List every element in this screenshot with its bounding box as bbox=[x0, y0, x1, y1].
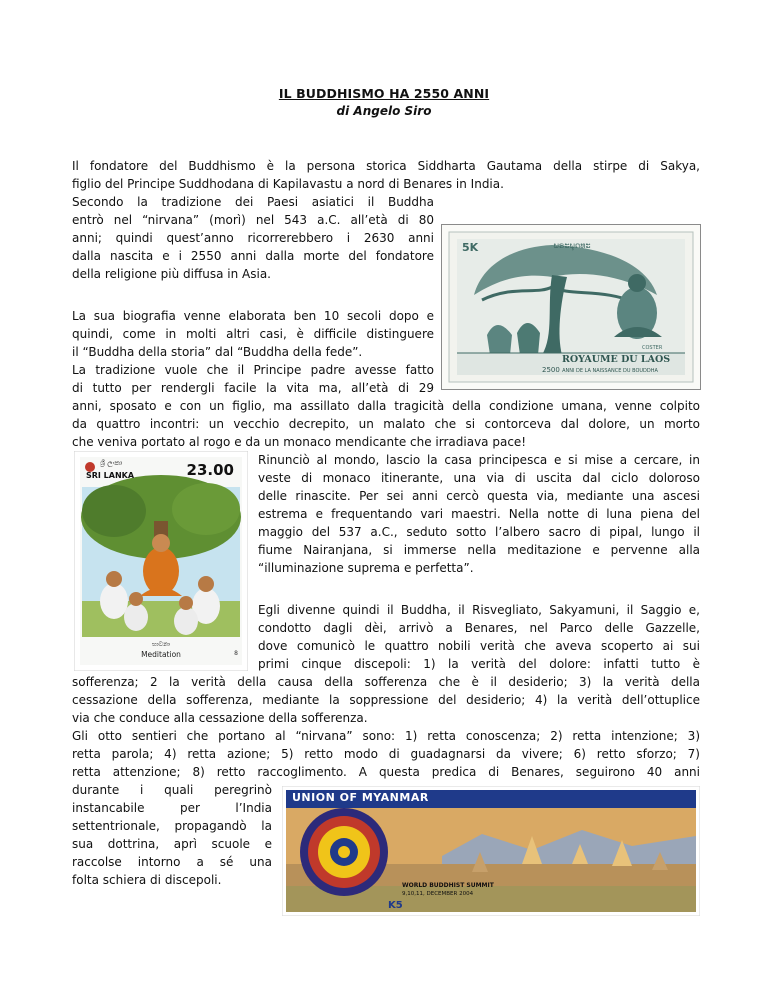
article-title: IL BUDDHISMO HA 2550 ANNI bbox=[278, 86, 490, 101]
text-line: retta parola; 4) retta azione; 5) retto modo di guadagnarsi da vivere; 6) retto sforzo; 7) bbox=[72, 747, 700, 761]
stamp-value: 5K bbox=[462, 241, 479, 254]
stamp-dates: 9,10,11, DECEMBER 2004 bbox=[402, 891, 474, 897]
text-line: entrò nel “nirvana” (morì) nel 543 a.C. all’età di 80 bbox=[72, 213, 434, 227]
text-line: La sua biografia venne elaborata ben 10 secoli dopo e bbox=[72, 309, 434, 323]
text-line: figlio del Principe Suddhodana di Kapilavastu a nord di Benares in India. bbox=[72, 177, 504, 191]
text-line: maggio del 537 a.C., seduto sotto l’albero sacro di pipal, lungo il bbox=[258, 525, 700, 539]
text-line: “illuminazione suprema e perfetta”. bbox=[258, 561, 474, 575]
laos-stamp-image bbox=[441, 224, 701, 390]
srilanka-stamp-image bbox=[74, 451, 248, 671]
text-line: Secondo la tradizione dei Paesi asiatici il Buddha bbox=[72, 195, 434, 209]
text-line: anni; quindi quest’anno ricorrerebbero i 2630 anni bbox=[72, 231, 434, 245]
text-line: raccolse intorno a sé una bbox=[72, 855, 272, 869]
text-line: da quattro incontri: un vecchio decrepito, un malato che si contorceva dal dolore, un morto bbox=[72, 417, 700, 431]
stamp-script-text: ශ්‍රී ලංකා bbox=[100, 459, 123, 467]
text-line: dove comunicò le quattro nobili verità che aveva scoperto ai sui bbox=[258, 639, 700, 653]
text-line: che veniva portato al rogo e da un monaco mendicante che irradiava pace! bbox=[72, 435, 527, 449]
stamp-caption: Meditation bbox=[141, 650, 181, 659]
stamp-caption: 2500 ANNI DE LA NAISSANCE DU BOUDDHA bbox=[542, 366, 658, 374]
text-line: folta schiera di discepoli. bbox=[72, 873, 222, 887]
stamp-event: WORLD BUDDHIST SUMMIT bbox=[402, 882, 494, 889]
text-line: veste di monaco itinerante, una via di uscita dal ciclo doloroso bbox=[258, 471, 700, 485]
text-line: fiume Nairanjana, si immerse nella meditazione e pervenne alla bbox=[258, 543, 700, 557]
stamp-value: 23.00 bbox=[186, 461, 234, 479]
text-line: quindi, come in molti altri casi, è difficile distinguere bbox=[72, 327, 434, 341]
article-author: di Angelo Siro bbox=[336, 104, 432, 118]
text-line: settentrionale, propagandò la bbox=[72, 819, 272, 833]
text-line: Egli divenne quindi il Buddha, il Risvegliato, Sakyamuni, il Saggio e, bbox=[258, 603, 700, 617]
text-line: sofferenza; 2 la verità della causa della sofferenza che è il desiderio; 3) la verità della bbox=[72, 675, 700, 689]
stamp-country: ROYAUME DU LAOS bbox=[562, 354, 671, 365]
stamp-printer: COSTER bbox=[642, 345, 663, 351]
stamp-script-text: ພຣະພຸດທະ bbox=[553, 241, 591, 250]
text-line: durante i quali peregrinò bbox=[72, 783, 272, 797]
myanmar-stamp-image bbox=[282, 786, 700, 916]
stamp-country: UNION OF MYANMAR bbox=[292, 791, 429, 804]
text-line: di tutto per rendergli facile la vita ma, all’età di 29 bbox=[72, 381, 434, 395]
text-line: retta attenzione; 8) retto raccoglimento. A questa predica di Benares, seguirono 40 anni bbox=[72, 765, 700, 779]
text-line: cessazione della sofferenza, mediante la soppressione del desiderio; 4) la verità dell’ottuplice bbox=[72, 693, 700, 707]
text-line: primi cinque discepoli: 1) la verità del dolore: infatti tutto è bbox=[258, 657, 700, 671]
stamp-code: 8 bbox=[234, 650, 238, 657]
text-line: il “Buddha della storia” dal “Buddha della fede”. bbox=[72, 345, 363, 359]
stamp-value: K5 bbox=[388, 900, 403, 911]
text-line: instancabile per l’India bbox=[72, 801, 272, 815]
text-line: La tradizione vuole che il Principe padre avesse fatto bbox=[72, 363, 434, 377]
stamp-caption-script: භාවනා bbox=[152, 641, 170, 648]
text-line: via che conduce alla cessazione della sofferenza. bbox=[72, 711, 368, 725]
text-line: delle rinascite. Per sei anni cercò questa via, mediante una ascesi bbox=[258, 489, 700, 503]
text-line: estrema e frequentando vari maestri. Nella notte di luna piena del bbox=[258, 507, 700, 521]
text-line: dalla nascita e i 2550 anni dalla morte del fondatore bbox=[72, 249, 434, 263]
stamp-country: SRI LANKA bbox=[86, 471, 135, 480]
text-line: condotto dagli dèi, arrivò a Benares, nel Parco delle Gazzelle, bbox=[258, 621, 700, 635]
text-line: della religione più diffusa in Asia. bbox=[72, 267, 271, 281]
text-line: Il fondatore del Buddhismo è la persona storica Siddharta Gautama della stirpe di Sakya, bbox=[72, 159, 700, 173]
text-line: Rinunciò al mondo, lascio la casa principesca e si mise a cercare, in bbox=[258, 453, 700, 467]
text-line: anni, sposato e con un figlio, ma assillato dalla tragicità della condizione umana, venne colpito bbox=[72, 399, 700, 413]
text-line: sua dottrina, aprì scuole e bbox=[72, 837, 272, 851]
text-line: Gli otto sentieri che portano al “nirvana” sono: 1) retta conoscenza; 2) retta intenzione; 3) bbox=[72, 729, 700, 743]
